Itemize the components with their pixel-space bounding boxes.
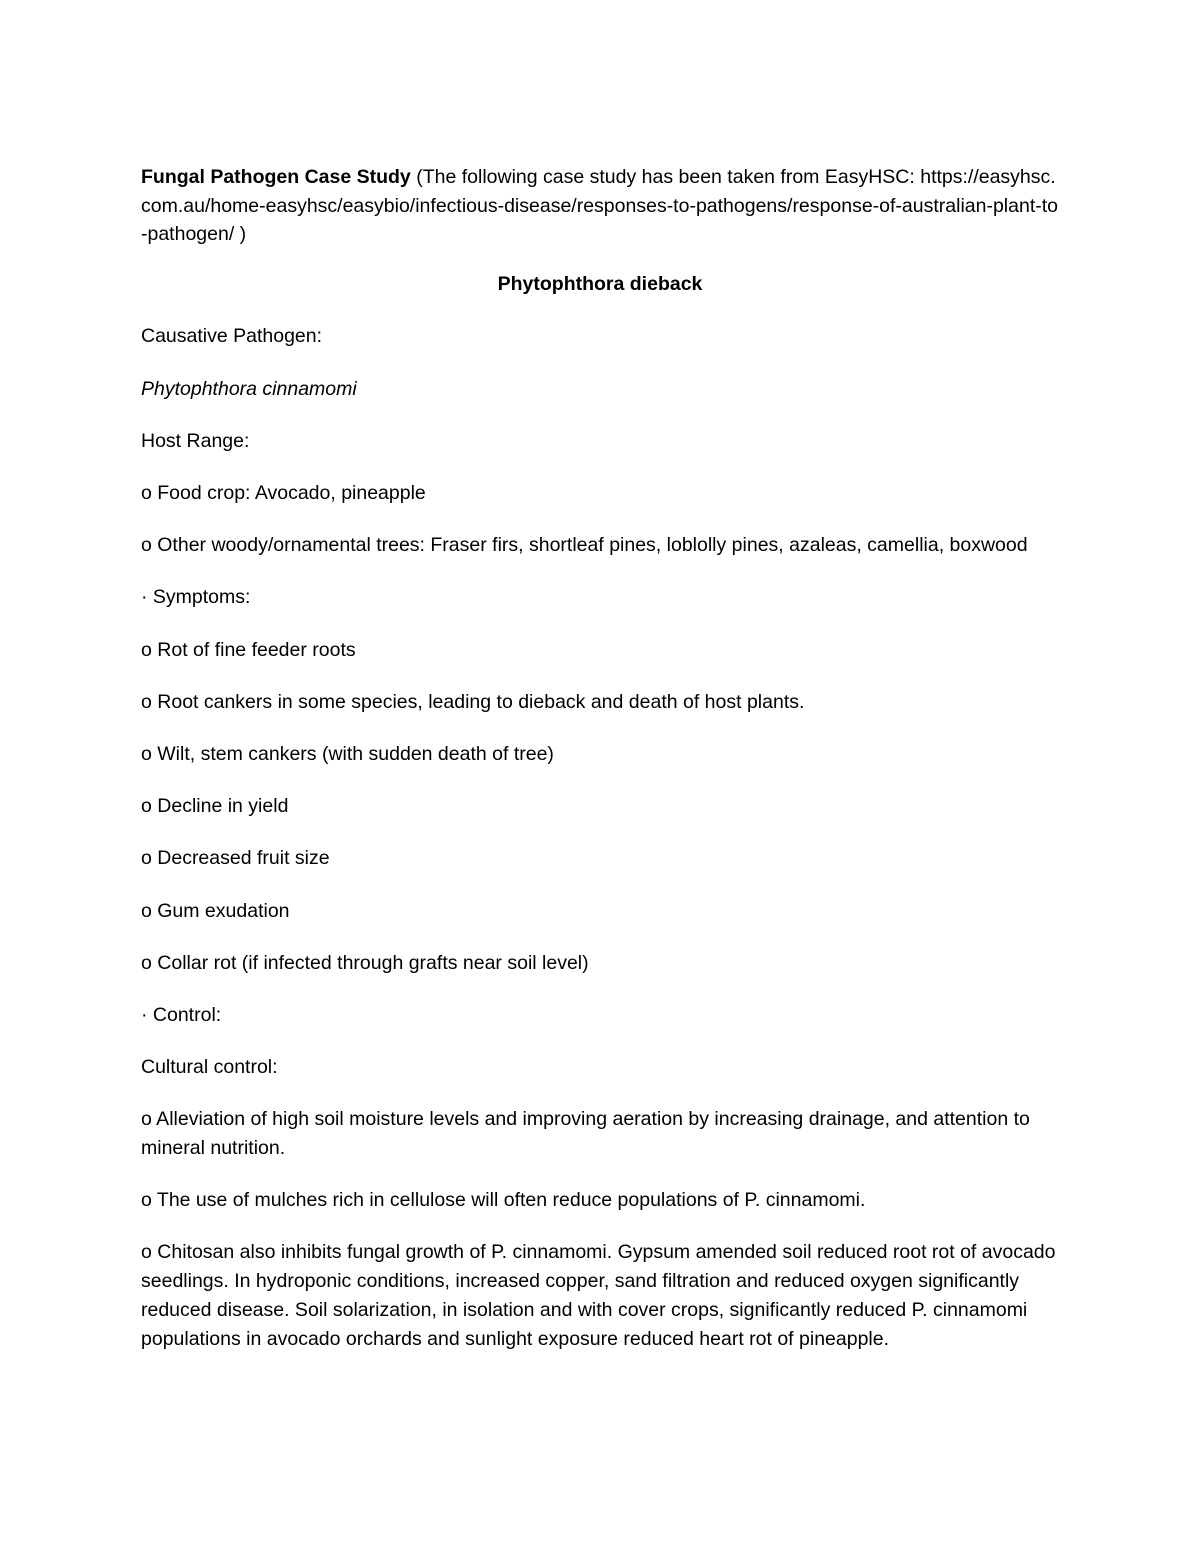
causative-pathogen-label: Causative Pathogen: <box>141 325 323 348</box>
symptom-item: o Decreased fruit size <box>141 847 330 870</box>
symptom-item: o Root cankers in some species, leading to dieback and death of host plants. <box>141 690 805 713</box>
symptom-item: o Decline in yield <box>141 795 289 818</box>
source-note-prefix: (The following case study has been taken from EasyHSC: <box>410 166 921 188</box>
symptom-item: o Wilt, stem cankers (with sudden death of tree) <box>141 742 554 765</box>
control-label: · Control: <box>141 1003 222 1026</box>
host-item: o Food crop: Avocado, pineapple <box>141 481 426 504</box>
section-heading: Phytophthora dieback <box>497 273 703 296</box>
symptoms-label: · Symptoms: <box>141 586 251 609</box>
control-item: o The use of mulches rich in cellulose will often reduce populations of P. cinnamomi. <box>141 1189 866 1212</box>
cultural-control-label: Cultural control: <box>141 1056 278 1079</box>
control-item: o Alleviation of high soil moisture levels and improving aeration by increasing drainage, and attention to mineral nutrition. <box>141 1108 1030 1160</box>
symptom-item: o Rot of fine feeder roots <box>141 638 356 661</box>
source-url: https://easyhsc.com.au/home-easyhsc/easybio/infectious-disease/responses-to-pathogens/response-of-australian-plant-to-pathogen/ <box>141 166 1058 246</box>
document-title: Fungal Pathogen Case Study <box>141 166 411 188</box>
document-body <box>141 163 1061 1377</box>
intro-paragraph <box>141 163 1061 249</box>
control-item: o Chitosan also inhibits fungal growth of P. cinnamomi. Gypsum amended soil reduced root rot of avocado seedlings. In hydroponic conditions, increased copper, sand filtration and reduced oxygen significantly reduced disease. Soil solarization, in isolation and with cover crops, significantly reduced P. cinnamomi populations in avocado orchards and sunlight exposure reduced heart rot of pineapple. <box>141 1241 1056 1350</box>
host-range-label: Host Range: <box>141 429 250 452</box>
host-item: o Other woody/ornamental trees: Fraser firs, shortleaf pines, loblolly pines, azaleas, camellia, boxwood <box>141 534 1028 557</box>
pathogen-name: Phytophthora cinnamomi <box>141 377 357 400</box>
source-note-suffix: ) <box>234 223 247 246</box>
symptom-item: o Gum exudation <box>141 899 290 922</box>
symptom-item: o Collar rot (if infected through grafts near soil level) <box>141 951 589 974</box>
